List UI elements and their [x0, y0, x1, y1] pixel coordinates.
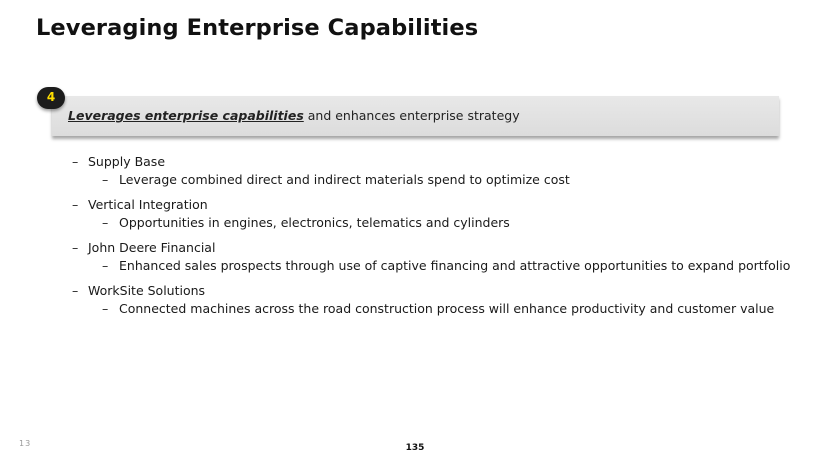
bullet-item: – Supply Base: [72, 153, 790, 171]
bullet-group-vertical-integration: [72, 196, 790, 232]
bullet-item: – WorkSite Solutions: [72, 282, 790, 300]
sub-bullet-item: – Enhanced sales prospects through use of captive financing and attractive opportunities to expand portfolio: [72, 257, 790, 275]
bullet-group-john-deere-financial: [72, 239, 790, 275]
banner-rest: and enhances enterprise strategy: [303, 108, 520, 123]
bullet-group-worksite-solutions: [72, 282, 790, 318]
page-title: Leveraging Enterprise Capabilities: [36, 15, 479, 41]
step-badge: [37, 87, 65, 109]
sub-bullet-item: – Opportunities in engines, electronics, telematics and cylinders: [72, 214, 790, 232]
bullet-group-supply-base: [72, 153, 790, 189]
banner-text: [68, 108, 520, 123]
step-badge-number: 4: [46, 90, 56, 104]
sub-bullet-item: – Leverage combined direct and indirect materials spend to optimize cost: [72, 171, 790, 189]
banner-emphasis: Leverages enterprise capabilities: [68, 108, 304, 123]
bullet-item: – Vertical Integration: [72, 196, 790, 214]
page-number: 135: [405, 443, 425, 453]
sub-bullet-item: – Connected machines across the road construction process will enhance productivity and customer value: [72, 300, 790, 318]
slide-number: 13: [19, 439, 32, 448]
highlight-banner: [52, 96, 779, 136]
bullet-list: [72, 153, 790, 325]
bullet-item: – John Deere Financial: [72, 239, 790, 257]
